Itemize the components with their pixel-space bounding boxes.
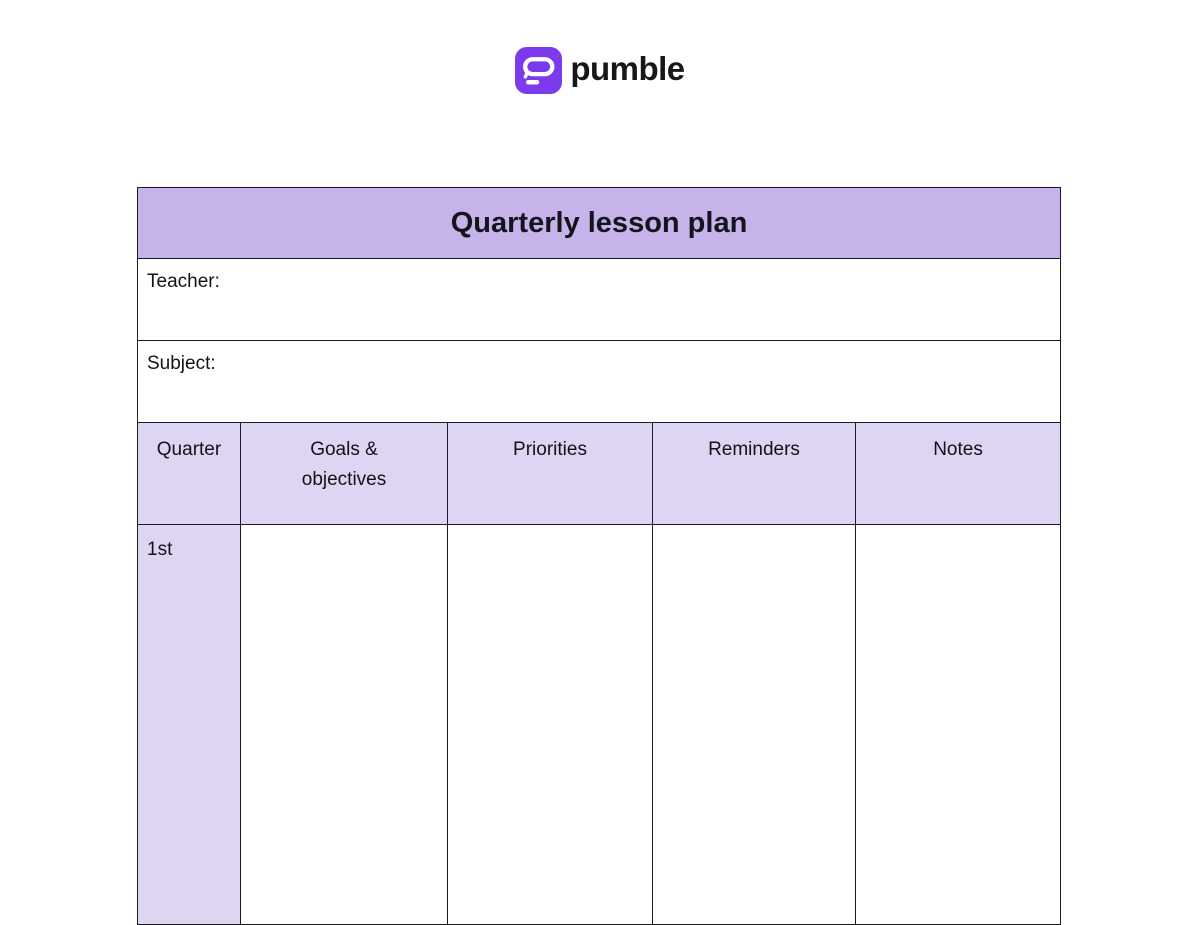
quarter-1-priorities-cell bbox=[448, 525, 653, 925]
column-header-notes: Notes bbox=[856, 423, 1061, 525]
quarter-1-goals-cell bbox=[241, 525, 448, 925]
teacher-field: Teacher: bbox=[138, 259, 1061, 341]
column-header-goals bbox=[241, 423, 448, 525]
column-header-goals-label: Goals & objectives bbox=[301, 439, 387, 490]
column-header-reminders: Reminders bbox=[653, 423, 856, 525]
table-title: Quarterly lesson plan bbox=[138, 188, 1061, 259]
column-header-row bbox=[138, 423, 1061, 525]
column-header-priorities: Priorities bbox=[448, 423, 653, 525]
table-title-row bbox=[138, 188, 1061, 259]
pumble-logo bbox=[0, 47, 1200, 94]
brand-name: pumble bbox=[570, 50, 685, 87]
quarter-1-notes-cell bbox=[856, 525, 1061, 925]
quarter-1-row bbox=[138, 525, 1061, 925]
quarter-1-reminders-cell bbox=[653, 525, 856, 925]
teacher-row bbox=[138, 259, 1061, 341]
pumble-logo-icon bbox=[515, 47, 562, 94]
subject-field: Subject: bbox=[138, 341, 1061, 423]
column-header-quarter: Quarter bbox=[138, 423, 241, 525]
subject-row bbox=[138, 341, 1061, 423]
lesson-plan-table bbox=[137, 187, 1061, 925]
quarter-1-label-cell: 1st bbox=[138, 525, 241, 925]
